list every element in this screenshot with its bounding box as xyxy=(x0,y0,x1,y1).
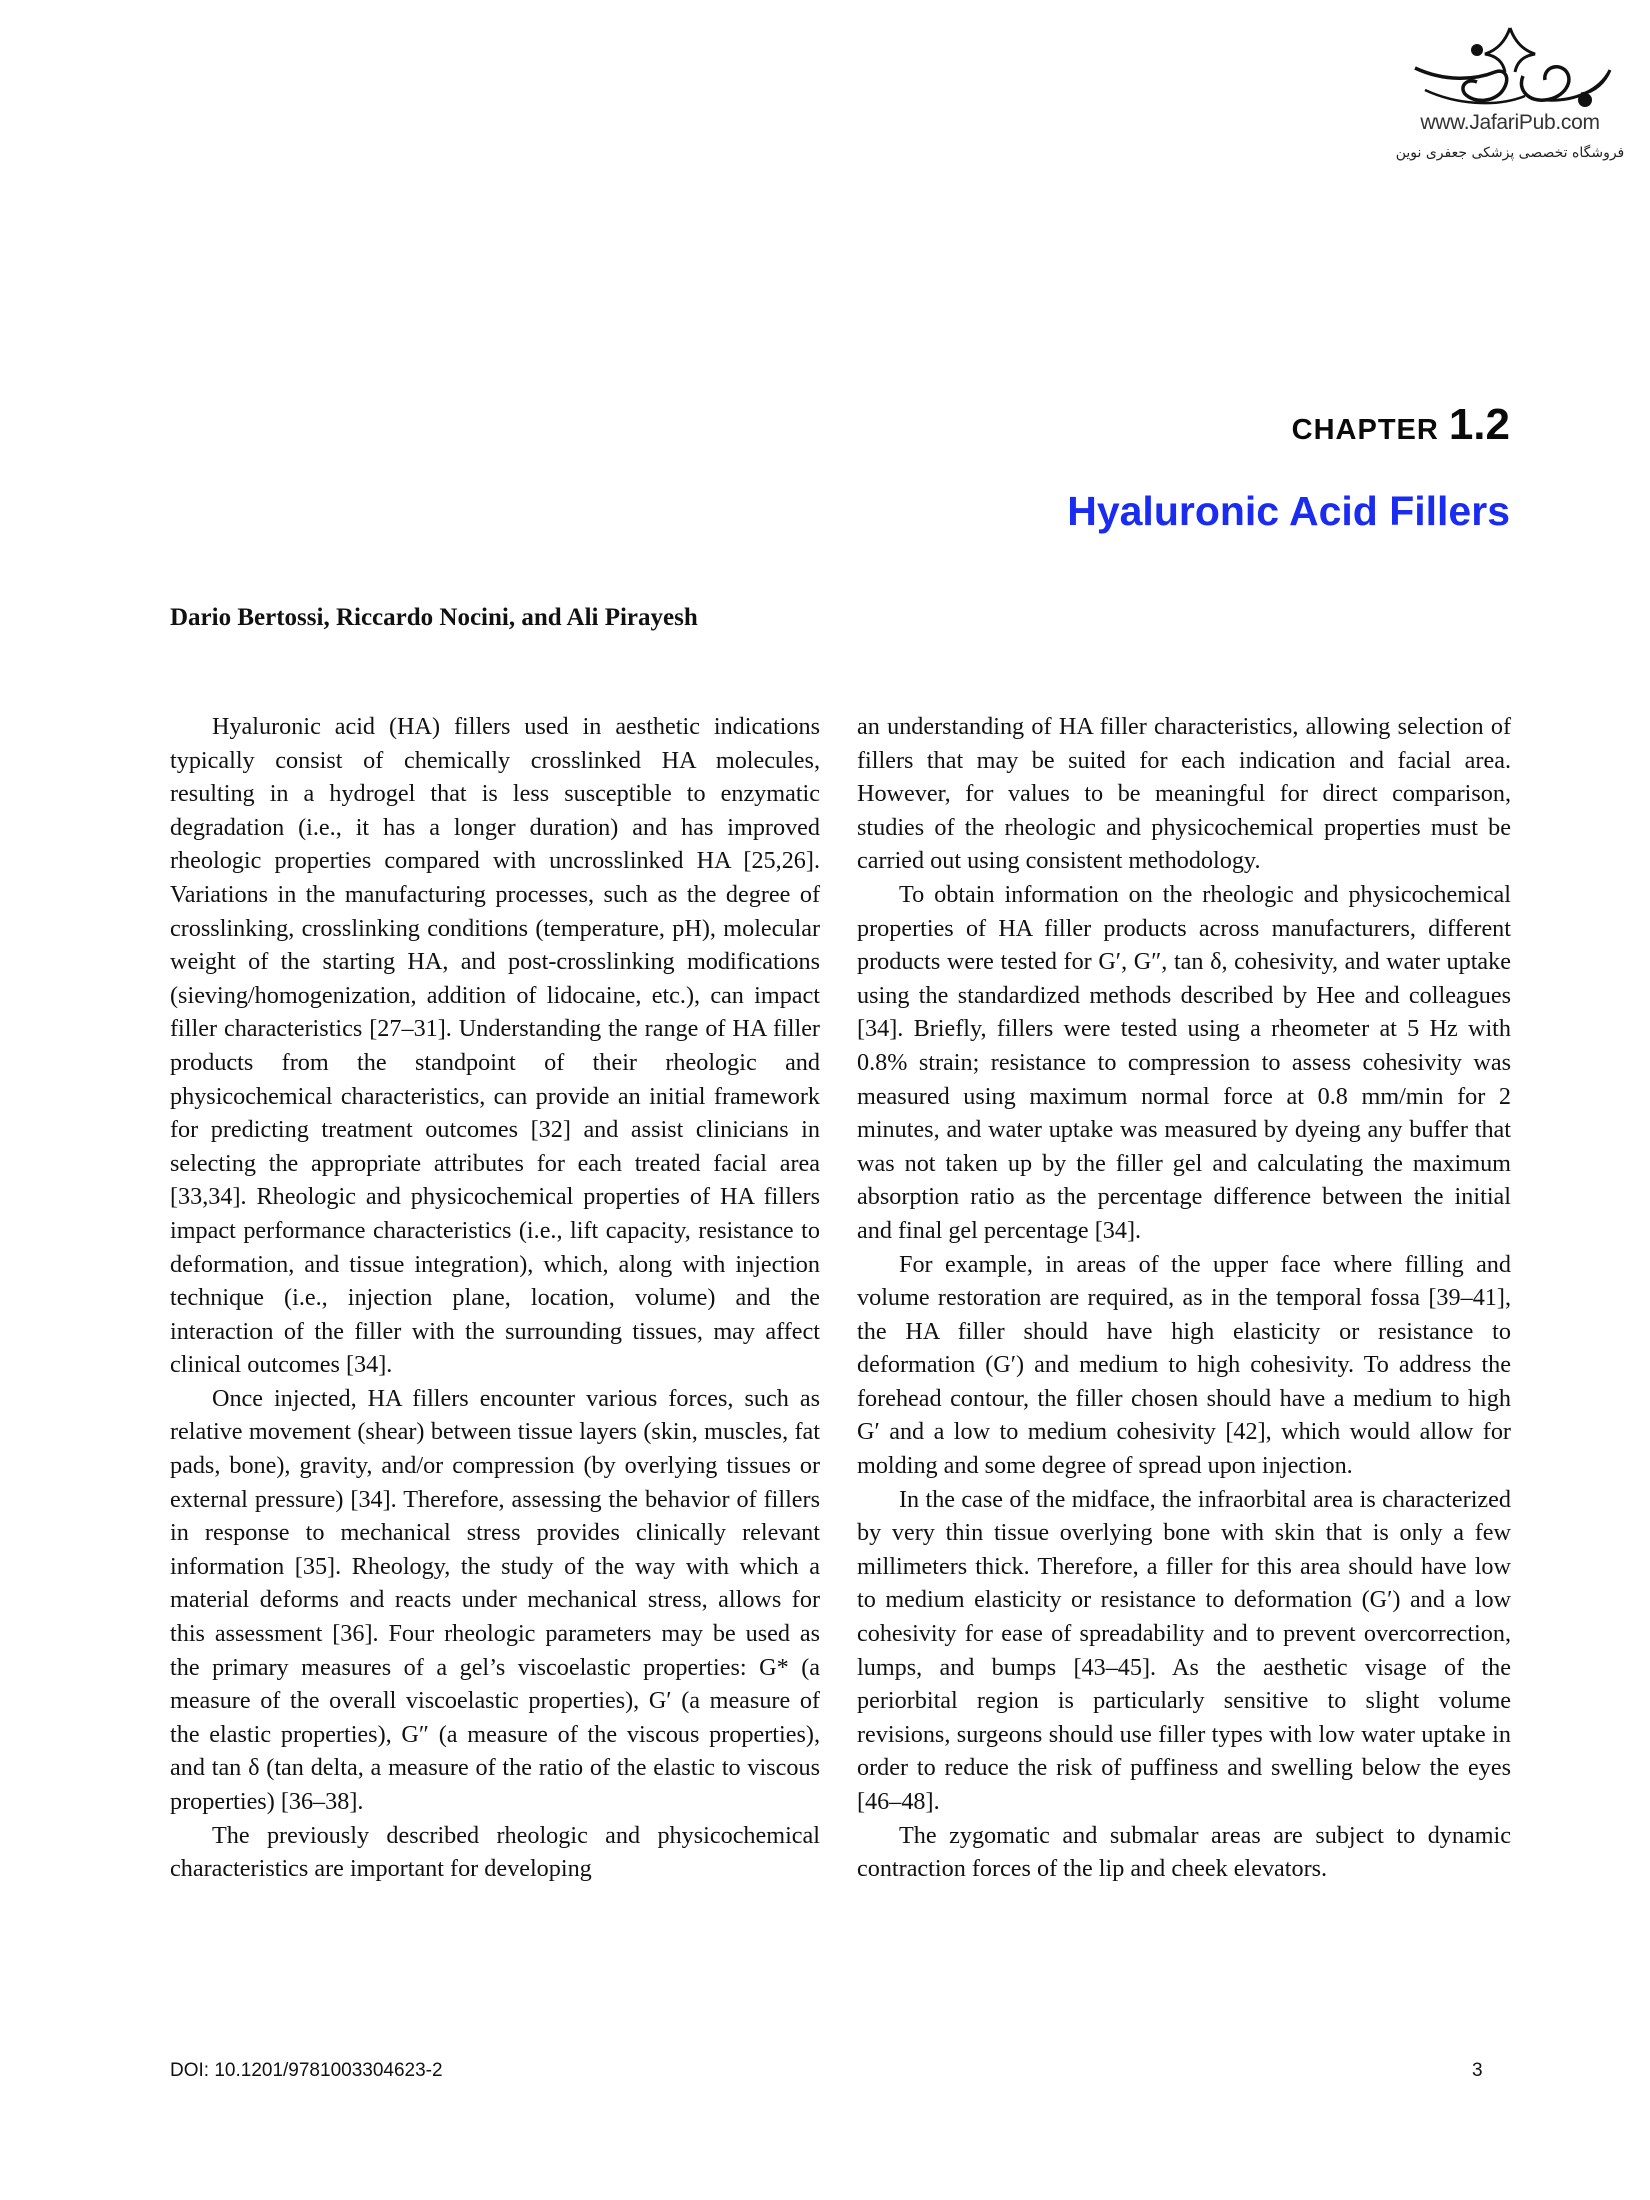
watermark-tagline: فروشگاه تخصصی پزشکی جعفری نوین xyxy=(1395,145,1625,161)
paragraph: The zygomatic and submalar areas are subject to dynamic contraction forces of the lip and cheek elevators. xyxy=(857,1821,1511,1883)
doi-link[interactable]: DOI: 10.1201/9781003304623-2 xyxy=(170,2060,443,2081)
paragraph: The previously described rheologic and physicochemical characteristics are important for developing xyxy=(170,1821,820,1883)
paragraph: Once injected, HA fillers encounter various forces, such as relative movement (shear) between tissue layers (skin, muscles, fat pads, bone), gravity, and/or compression (by overlying tissues or external pressure) [34]. Therefore, assessing the behavior of fillers in response to mechanical stress provides clinically relevant information [35]. Rheology, the study of the way with which a material deforms and reacts under mechanical stress, allows for this assessment [36]. Four rheologic parameters may be used as the primary measures of a gel’s viscoelastic properties: G* (a measure of the overall viscoelastic properties), G′ (a measure of the elastic properties), G″ (a measure of the viscous properties), and tan δ (tan delta, a measure of the ratio of the elastic to viscous properties) [36–38]. xyxy=(170,1384,820,1815)
paragraph: In the case of the midface, the infraorbital area is characterized by very thin tissue overlying bone with skin that is only a few millimeters thick. Therefore, a filler for this area should have low to medium elasticity or resistance to deformation (G′) and a low cohesivity for ease of spreadability and to prevent overcorrection, lumps, and bumps [43–45]. As the aesthetic visage of the periorbital region is particularly sensitive to slight volume revisions, surgeons should use filler types with low water uptake in order to reduce the risk of puffiness and swelling below the eyes [46–48]. xyxy=(857,1485,1511,1815)
left-column xyxy=(170,710,820,1886)
right-column xyxy=(857,710,1511,1886)
publisher-watermark xyxy=(1390,20,1630,190)
chapter-number: 1.2 xyxy=(1448,400,1510,449)
chapter-label xyxy=(1292,400,1510,450)
paragraph: To obtain information on the rheologic and physicochemical properties of HA filler products across manufacturers, different products were tested for G′, G″, tan δ, cohesivity, and water uptake using the standardized methods described by Hee and colleagues [34]. Briefly, fillers were tested using a rheometer at 5 Hz with 0.8% strain; resistance to compression to assess cohesivity was measured using maximum normal force at 0.8 mm/min for 2 minutes, and water uptake was measured by dyeing any buffer that was not taken up by the filler gel and calculating the maximum absorption ratio as the percentage difference between the initial and final gel percentage [34]. xyxy=(857,880,1511,1244)
watermark-url: www.JafariPub.com xyxy=(1420,111,1600,134)
paragraph-continued: an understanding of HA filler characteristics, allowing selection of fillers that may be suited for each indication and facial area. However, for values to be meaningful for direct comparison, studies of the rheologic and physicochemical properties must be carried out using consistent methodology. xyxy=(857,713,1511,875)
author-list: Dario Bertossi, Riccardo Nocini, and Ali Pirayesh xyxy=(170,604,698,631)
jafaripub-logo-icon xyxy=(1405,20,1615,115)
page-number: 3 xyxy=(1472,2060,1483,2081)
chapter-title: Hyaluronic Acid Fillers xyxy=(1067,488,1510,534)
chapter-word: CHAPTER xyxy=(1291,414,1439,446)
paragraph: Hyaluronic acid (HA) fillers used in aesthetic indications typically consist of chemically crosslinked HA molecules, resulting in a hydrogel that is less susceptible to enzymatic degradation (i.e., it has a longer duration) and has improved rheologic properties compared with uncrosslinked HA [25,26]. Variations in the manufacturing processes, such as the degree of crosslinking, crosslinking conditions (temperature, pH), molecular weight of the starting HA, and post-crosslinking modifications (sieving/homogenization, addition of lidocaine, etc.), can impact filler characteristics [27–31]. Understanding the range of HA filler products from the standpoint of their rheologic and physicochemical characteristics, can provide an initial framework for predicting treatment outcomes [32] and assist clinicians in selecting the appropriate attributes for each treated facial area [33,34]. Rheologic and physicochemical properties of HA fillers impact performance characteristics (i.e., lift capacity, resistance to deformation, and tissue integration), which, along with injection technique (i.e., injection plane, location, volume) and the interaction of the filler with the surrounding tissues, may affect clinical outcomes [34]. xyxy=(170,713,820,1379)
paragraph: For example, in areas of the upper face where filling and volume restoration are required, as in the temporal fossa [39–41], the HA filler should have high elasticity or resistance to deformation (G′) and medium to high cohesivity. To address the forehead contour, the filler chosen should have a medium to high G′ and a low to medium cohesivity [42], which would allow for molding and some degree of spread upon injection. xyxy=(857,1250,1511,1480)
